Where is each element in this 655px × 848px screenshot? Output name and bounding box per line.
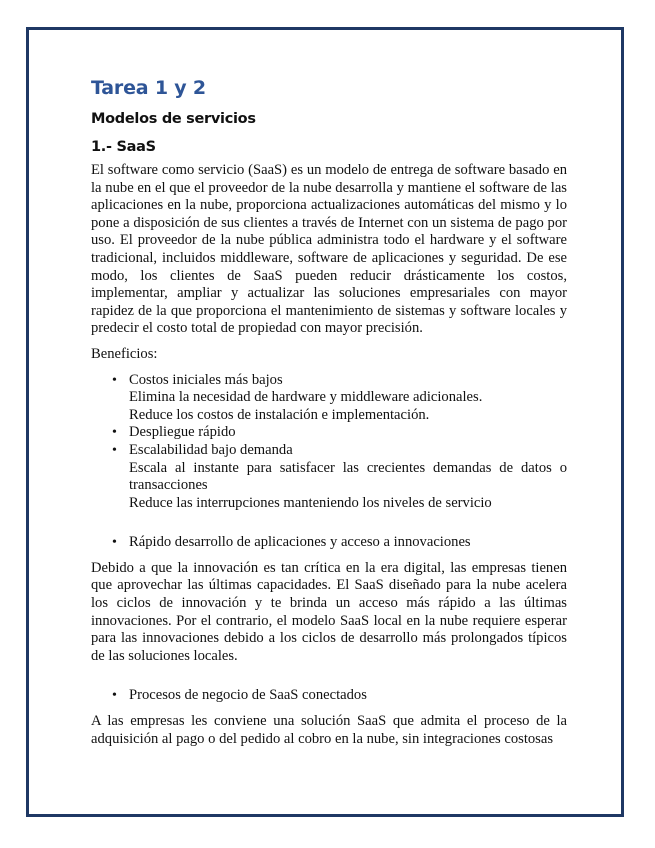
benefits-list-business <box>91 687 567 705</box>
subsection-heading: 1.- SaaS <box>91 139 156 155</box>
benefit-item <box>129 442 567 512</box>
document-body <box>91 76 567 756</box>
benefit-detail: Reduce las interrupciones manteniendo los niveles de servicio <box>129 494 492 511</box>
benefits-label: Beneficios: <box>91 345 158 362</box>
spacer <box>91 520 567 534</box>
business-paragraph: A las empresas les conviene una solución SaaS que admita el proceso de la adquisición al pago o del pedido al cobro en la nube, sin integraciones costosas <box>91 713 567 747</box>
benefit-heading: • Escalabilidad bajo demanda <box>129 441 293 458</box>
spacer <box>91 673 567 687</box>
benefits-list <box>91 372 567 513</box>
benefit-heading: • Despliegue rápido <box>129 424 236 441</box>
benefit-item <box>129 424 567 442</box>
benefit-heading: • Costos iniciales más bajos <box>129 371 283 388</box>
benefits-list-innovation <box>91 534 567 552</box>
benefit-item: • Procesos de negocio de SaaS conectados <box>129 687 567 705</box>
benefit-item <box>129 372 567 425</box>
benefit-item: • Rápido desarrollo de aplicaciones y acceso a innovaciones <box>129 534 567 552</box>
benefit-detail: Reduce los costos de instalación e implementación. <box>129 406 430 423</box>
document-title: Tarea 1 y 2 <box>91 77 206 99</box>
innovation-paragraph: Debido a que la innovación es tan crítica en la era digital, las empresas tienen que aprovechar las últimas capacidades. El SaaS diseñado para la nube acelera los ciclos de innovación y te brinda un acceso más rápido a las últimas innovaciones. Por el contrario, el modelo SaaS local en la nube requiere esperar para las innovaciones debido a los ciclos de desarrollo más prolongados típicos de las soluciones locales. <box>91 559 567 664</box>
benefit-detail: Escala al instante para satisfacer las crecientes demandas de datos o transacciones <box>129 459 567 494</box>
section-heading: Modelos de servicios <box>91 111 256 127</box>
intro-paragraph: El software como servicio (SaaS) es un modelo de entrega de software basado en la nube en el que el proveedor de la nube desarrolla y mantiene el software de las aplicaciones en la nube, proporciona actualizaciones automáticas del mismo y lo pone a disposición de sus clientes a través de Internet con un sistema de pago por uso. El proveedor de la nube pública administra todo el hardware y el software tradicional, incluidos middleware, software de aplicaciones y seguridad. De ese modo, los clientes de SaaS pueden reducir drásticamente los costos, implementar, ampliar y actualizar las soluciones empresariales con mayor rapidez de la que proporciona el mantenimiento de sistemas y software locales y predecir el costo total de propiedad con mayor precisión. <box>91 162 567 337</box>
benefit-detail: Elimina la necesidad de hardware y middleware adicionales. <box>129 389 483 406</box>
